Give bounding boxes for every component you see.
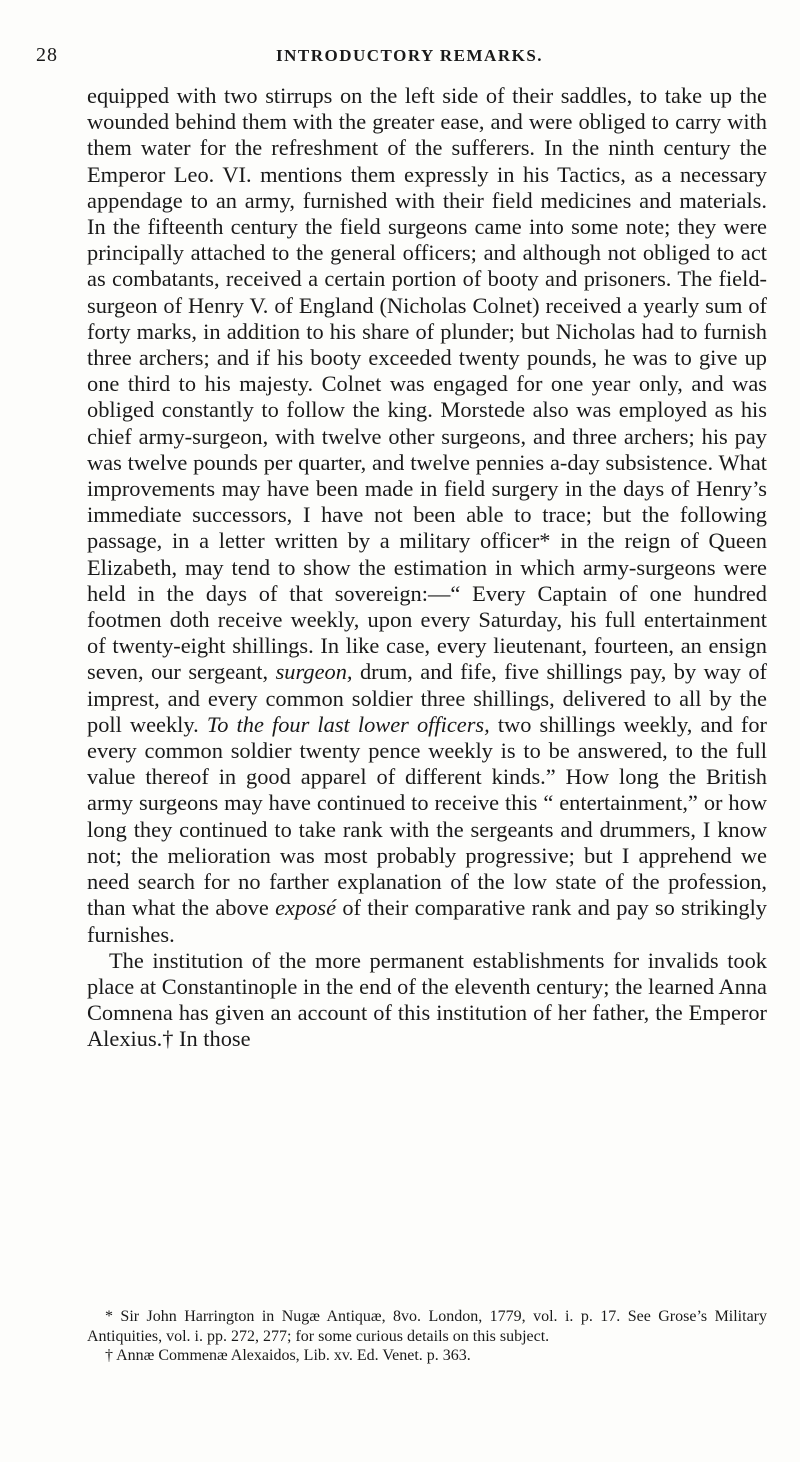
italic-officers: To the four last lower officers, xyxy=(206,711,490,737)
page-number: 28 xyxy=(36,44,58,66)
italic-expose: exposé xyxy=(275,895,337,921)
paragraph-1-text-d: of their comparative rank and pay so strikingly furnishes. xyxy=(87,895,767,947)
paragraph-2: The institution of the more permanent establishments for invalids took place at Constantinople in the end of the eleventh century; the learned Anna Comnena has given an account of this institution of her father, the Emperor Alexius.† In those xyxy=(87,947,767,1052)
paragraph-1 xyxy=(87,83,767,948)
paragraph-1-text-b: drum, and fife, five shillings pay, by way of imprest, and every common soldier three shillings, delivered to all by the poll weekly. xyxy=(87,659,767,737)
running-head xyxy=(36,44,770,68)
paragraph-1-text-a: equipped with two stirrups on the left side of their saddles, to take up the wounded behind them with the greater ease, and were obliged to carry with them water for the refreshment of the sufferers. In the ninth century the Emperor Leo. VI. mentions them expressly in his Tactics, as a necessary appendage to an army, furnished with their field medicines and materials. In the fifteenth century the field surgeons came into some note; they were principally attached to the general officers; and although not obliged to act as combatants, received a certain portion of booty and prisoners. The field-surgeon of Henry V. of England (Nicholas Colnet) received a yearly sum of forty marks, in addition to his share of plunder; but Nicholas had to furnish three archers; and if his booty exceeded twenty pounds, he was to give up one third to his majesty. Colnet was engaged for one year only, and was obliged constantly to follow the king. Morstede also was employed as his chief army-surgeon, with twelve other surgeons, and three archers; his pay was twelve pounds per quarter, and twelve pennies a-day subsistence. What improvements may have been made in field surgery in the days of Henry’s immediate successors, I have not been able to trace; but the following passage, in a letter written by a military officer* in the reign of Queen Elizabeth, may tend to show the estimation in which army-surgeons were held in the days of that sovereign:—“ Every Captain of one hundred footmen doth receive weekly, upon every Saturday, his full entertainment of twenty-eight shillings. In like case, every lieutenant, fourteen, an ensign seven, our sergeant, xyxy=(87,83,767,685)
italic-surgeon: surgeon, xyxy=(275,659,353,685)
footnotes xyxy=(87,1307,767,1366)
footnote-1: * Sir John Harrington in Nugæ Antiquæ, 8vo. London, 1779, vol. i. p. 17. See Grose’s Military Antiquities, vol. i. pp. 272, 277; for some curious details on this subject. xyxy=(87,1308,767,1345)
footnote-2: † Annæ Commenæ Alexaidos, Lib. xv. Ed. Venet. p. 363. xyxy=(105,1347,471,1364)
main-text xyxy=(87,83,767,1053)
running-title: INTRODUCTORY REMARKS. xyxy=(276,46,544,65)
paragraph-1-text-c: two shillings weekly, and for every common soldier twenty pence weekly is to be answered, to the full value thereof in good apparel of different kinds.” How long the British army surgeons may have continued to receive this “ entertainment,” or how long they continued to take rank with the sergeants and drummers, I know not; the melioration was most probably progressive; but I apprehend we need search for no farther explanation of the low state of the profession, than what the above xyxy=(87,711,767,921)
